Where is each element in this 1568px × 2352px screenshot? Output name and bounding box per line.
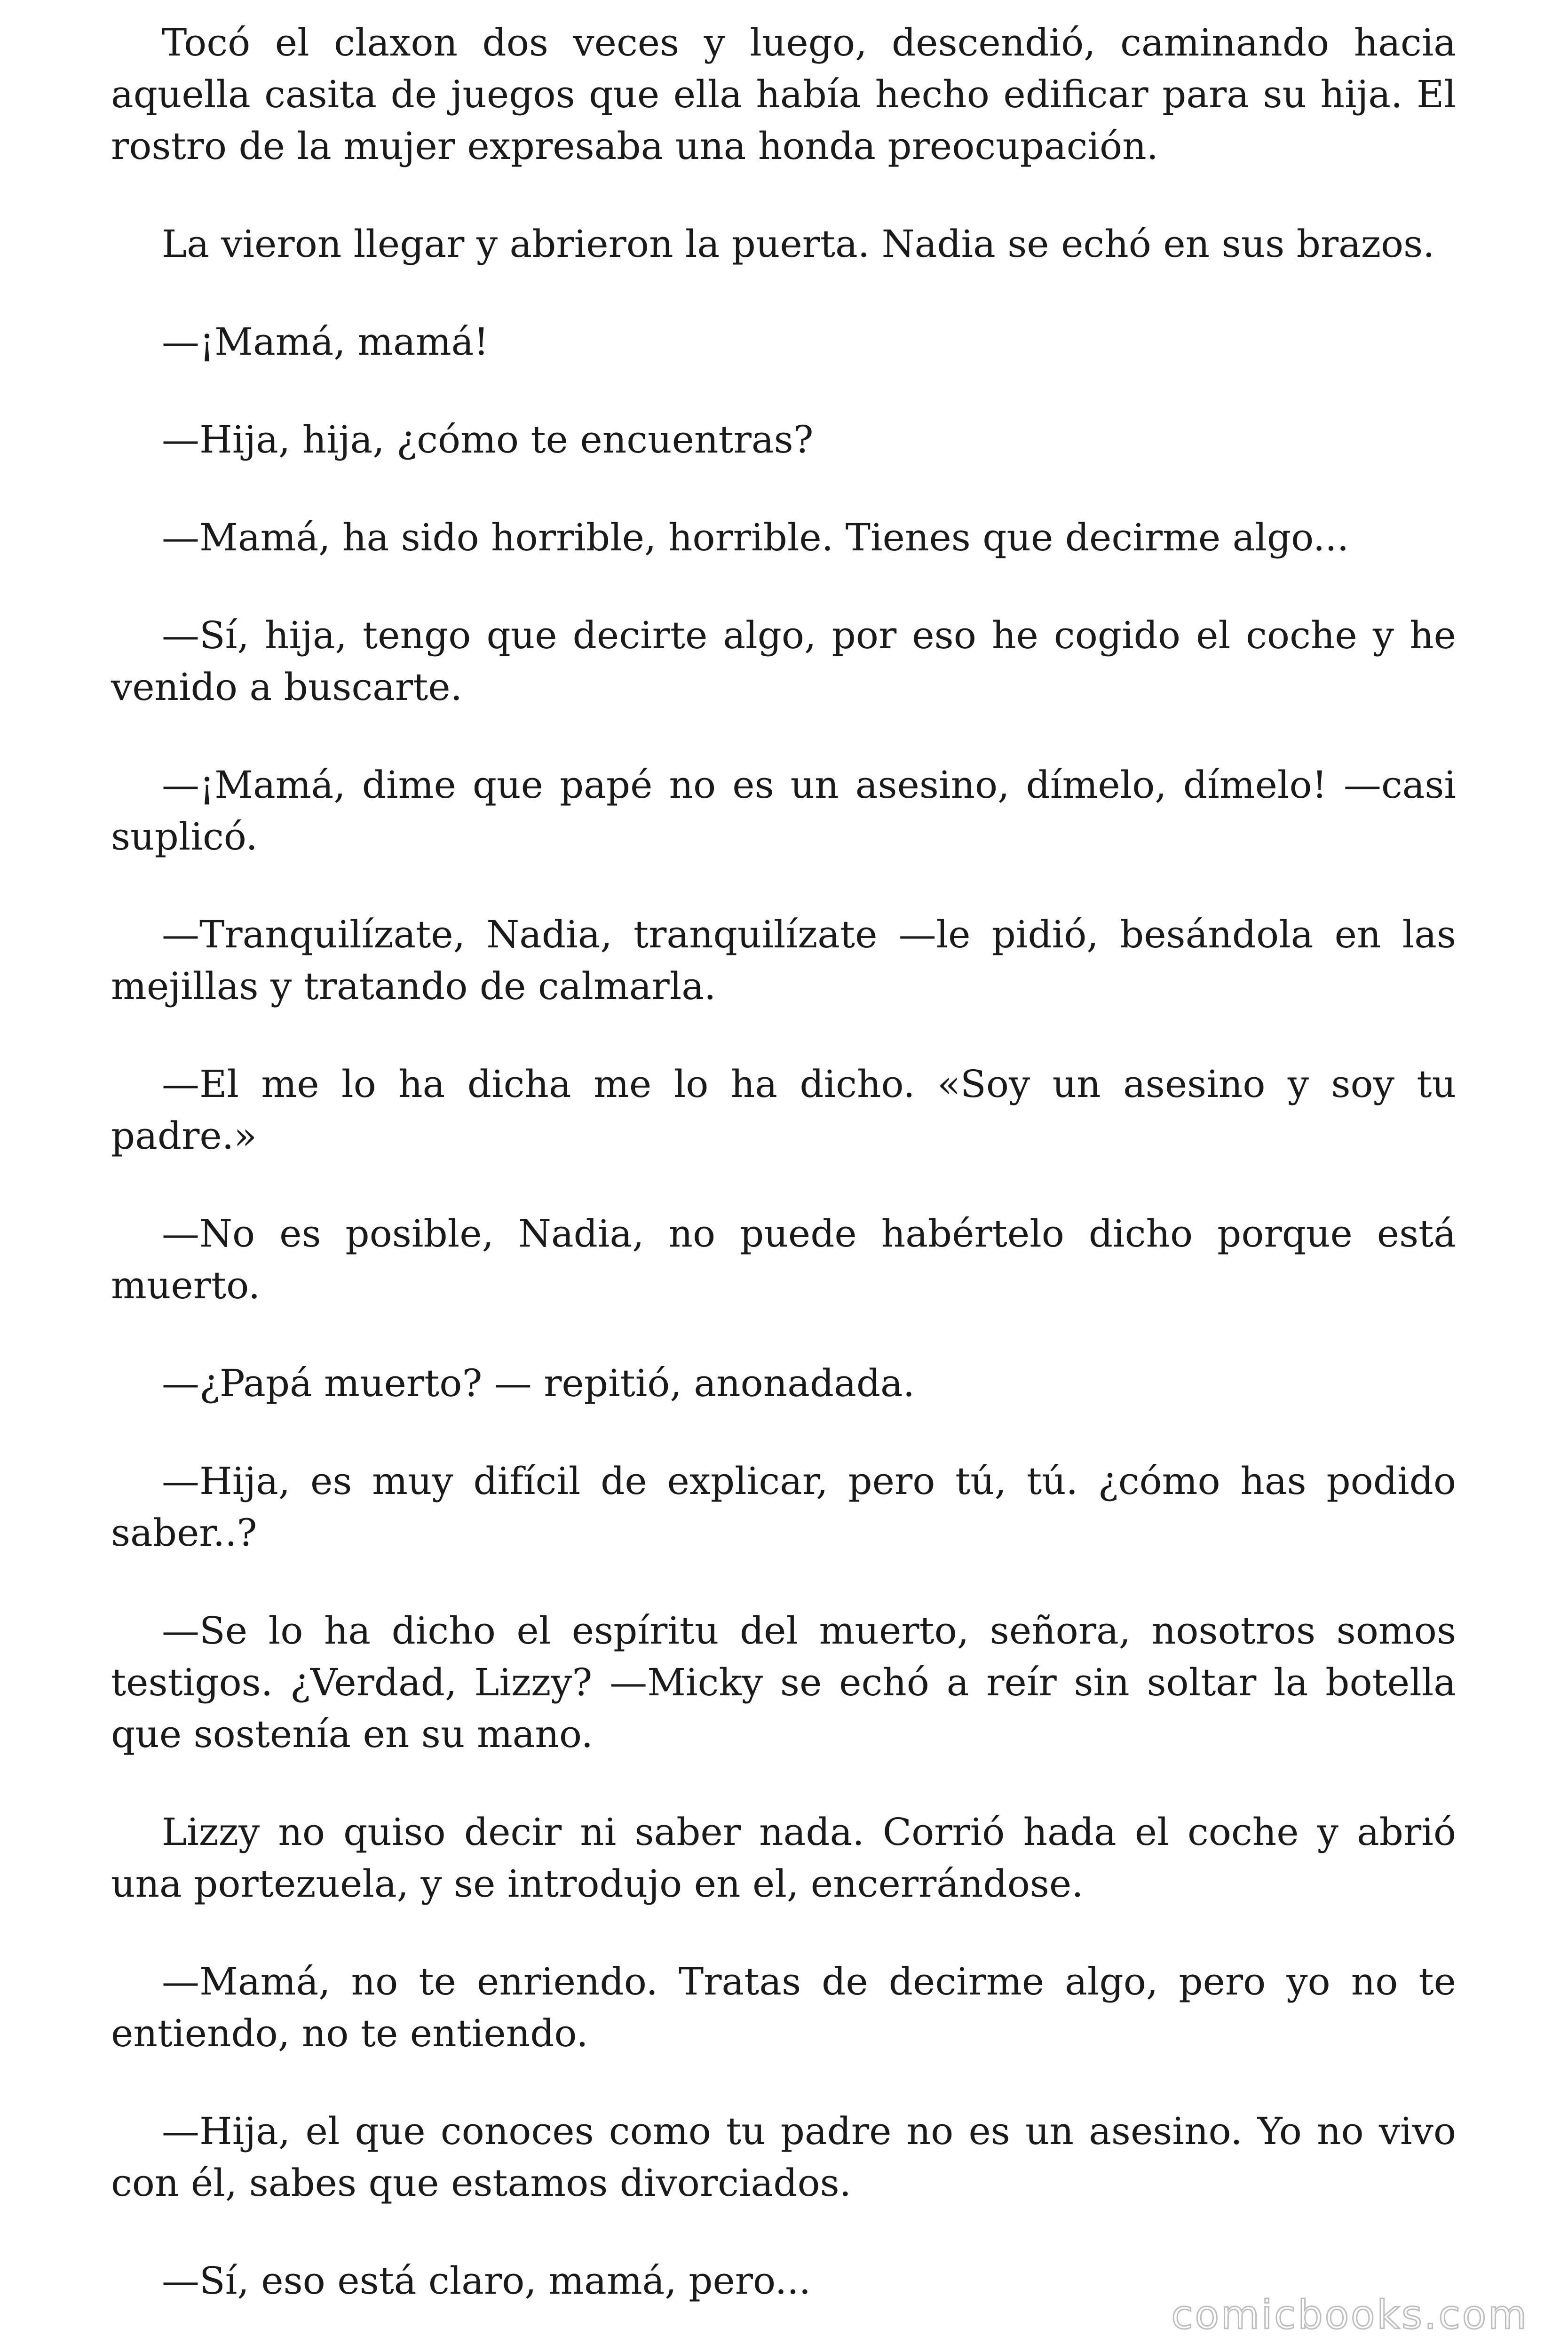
paragraph: —Se lo ha dicho el espíritu del muerto, señora, nosotros somos testigos. ¿Verdad, Lizzy? —Micky se echó a reír sin soltar la botella que sostenía en su mano. <box>111 1609 1456 1756</box>
paragraph: —Hija, es muy difícil de explicar, pero tú, tú. ¿cómo has podido saber..? <box>111 1459 1456 1555</box>
paragraph: —¿Papá muerto? — repitió, anonadada. <box>162 1361 915 1405</box>
paragraph: Tocó el claxon dos veces y luego, descendió, caminando hacia aquella casita de juegos que ella había hecho edificar para su hija. El rostro de la mujer expresaba una honda preocupación. <box>111 21 1456 168</box>
paragraph: Lizzy no quiso decir ni saber nada. Corrió hada el coche y abrió una portezuela, y se introdujo en el, encerrándose. <box>111 1810 1456 1906</box>
paragraph: —Hija, el que conoces como tu padre no es un asesino. Yo no vivo con él, sabes que estamos divorciados. <box>111 2109 1456 2205</box>
watermark: comicbooks.com <box>1171 2292 1528 2338</box>
paragraph: —¡Mamá, mamá! <box>162 320 489 364</box>
paragraph: —El me lo ha dicha me lo ha dicho. «Soy un asesino y soy tu padre.» <box>111 1062 1456 1158</box>
paragraph: —Mamá, no te enriendo. Tratas de decirme algo, pero yo no te entiendo, no te entiendo. <box>111 1960 1456 2055</box>
paragraph: —¡Mamá, dime que papé no es un asesino, dímelo, dímelo! —casi suplicó. <box>111 763 1456 858</box>
paragraph: —Tranquilízate, Nadia, tranquilízate —le pidió, besándola en las mejillas y tratando de calmarla. <box>111 913 1456 1008</box>
paragraph: —Mamá, ha sido horrible, horrible. Tienes que decirme algo... <box>162 516 1349 559</box>
paragraph: —Sí, hija, tengo que decirte algo, por eso he cogido el coche y he venido a buscarte. <box>111 613 1456 709</box>
paragraph: —Hija, hija, ¿cómo te encuentras? <box>162 418 814 461</box>
paragraph: —Sí, eso está claro, mamá, pero... <box>162 2259 811 2303</box>
paragraph: La vieron llegar y abrieron la puerta. Nadia se echó en sus brazos. <box>162 222 1435 266</box>
text-column <box>111 17 1456 2352</box>
paragraph: —No es posible, Nadia, no puede habértelo dicho porque está muerto. <box>111 1212 1456 1307</box>
